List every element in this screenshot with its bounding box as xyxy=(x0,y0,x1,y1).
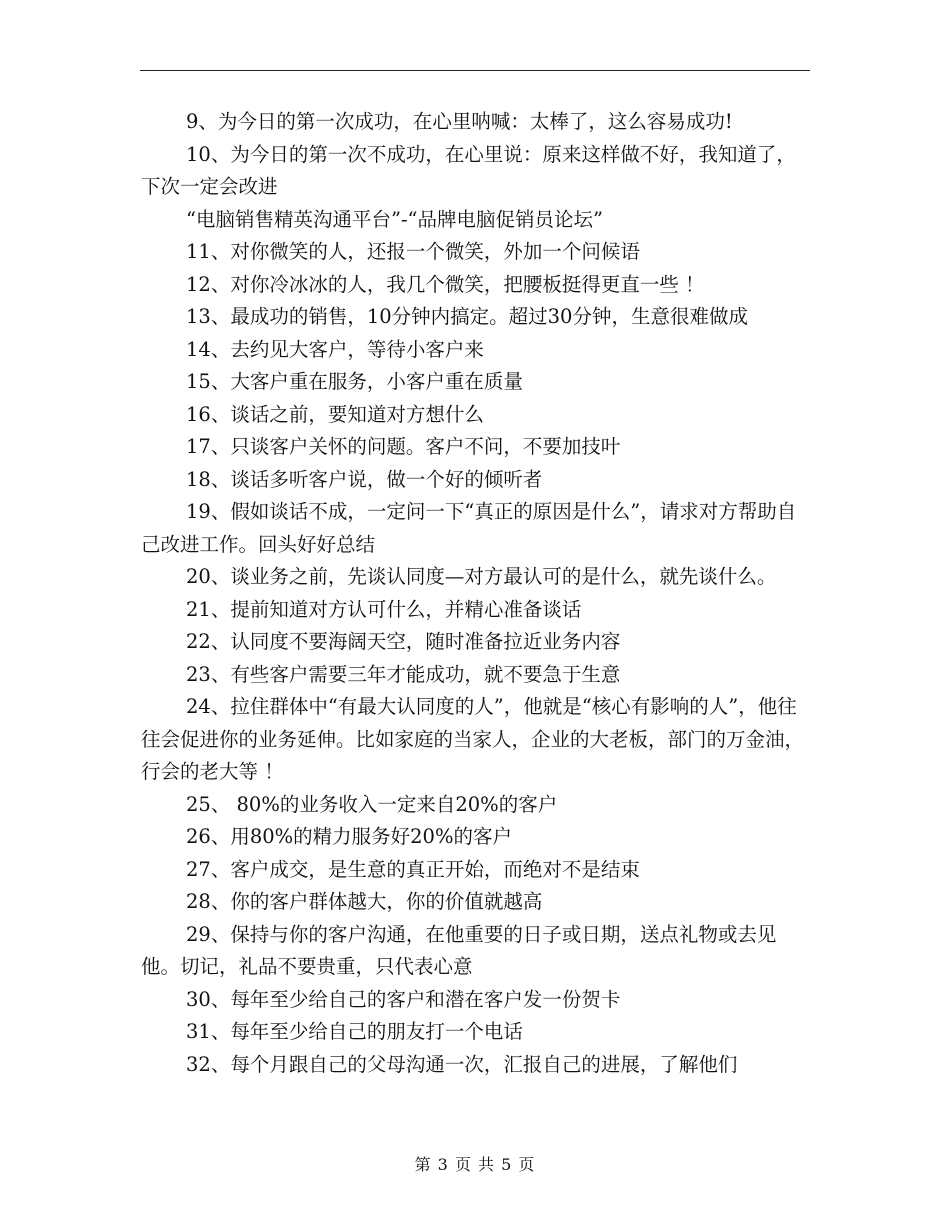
paragraph: 24、拉住群体中“有最大认同度的人”，他就是“核心有影响的人”，他往往会促进你的业务延伸。比如家庭的当家人，企业的大老板，部门的万金油，行会的老大等 ！ xyxy=(141,695,805,783)
paragraph: 12、对你冷冰冰的人，我几个微笑，把腰板挺得更直一些 ！ xyxy=(186,272,705,296)
paragraph: 20、谈业务之前，先谈认同度—对方最认可的是什么，就先谈什么。 xyxy=(186,565,777,588)
paragraph: 29、保持与你的客户沟通，在他重要的日子或日期，送点礼物或去见他。切记，礼品不要贵重，只代表心意 xyxy=(141,922,777,978)
paragraph: 13、最成功的销售，10分钟内搞定。超过30分钟，生意很难做成 xyxy=(186,305,748,328)
paragraph: 9、为今日的第一次成功，在心里呐喊：太棒了，这么容易成功! xyxy=(186,110,733,133)
paragraph: 10、为今日的第一次不成功，在心里说：原来这样做不好，我知道了，下次一定会改进 xyxy=(141,142,796,198)
paragraph: 11、对你微笑的人，还报一个微笑，外加一个问候语 xyxy=(186,240,640,263)
paragraph: 25、 80%的业务收入一定来自20%的客户 xyxy=(186,792,558,816)
paragraph: 26、用80%的精力服务好20%的客户 xyxy=(186,825,512,848)
paragraph: 32、每个月跟自己的父母沟通一次，汇报自己的进展，了解他们 xyxy=(186,1052,738,1076)
paragraph: 15、大客户重在服务，小客户重在质量 xyxy=(186,370,523,393)
paragraph: 21、提前知道对方认可什么，并精心准备谈话 xyxy=(186,597,582,621)
paragraph: 18、谈话多听客户说，做一个好的倾听者 xyxy=(186,467,543,491)
paragraph: 23、有些客户需要三年才能成功，就不要急于生意 xyxy=(186,662,621,686)
paragraph: 19、假如谈话不成，一定问一下“真正的原因是什么”，请求对方帮助自己改进工作。回头好好总结 xyxy=(141,500,797,556)
paragraph: 31、每年至少给自己的朋友打一个电话 xyxy=(186,1020,523,1043)
paragraph: 28、你的客户群体越大，你的价值就越高 xyxy=(186,890,543,913)
header-rule xyxy=(140,70,810,71)
paragraph: 27、客户成交，是生意的真正开始，而绝对不是结束 xyxy=(186,857,640,881)
page-number-footer: 第 3 页 共 5 页 xyxy=(414,1155,536,1174)
paragraph: 16、谈话之前，要知道对方想什么 xyxy=(186,402,484,426)
paragraph: “电脑销售精英沟通平台”-“品牌电脑促销员论坛” xyxy=(186,207,603,231)
paragraph: 14、去约见大客户，等待小客户来 xyxy=(186,337,484,361)
paragraph: 30、每年至少给自己的客户和潜在客户发一份贺卡 xyxy=(186,987,621,1011)
document-body xyxy=(141,106,809,1081)
paragraph: 22、认同度不要海阔天空，随时准备拉近业务内容 xyxy=(186,630,621,653)
paragraph: 17、只谈客户关怀的问题。客户不问，不要加技叶 xyxy=(186,435,621,458)
